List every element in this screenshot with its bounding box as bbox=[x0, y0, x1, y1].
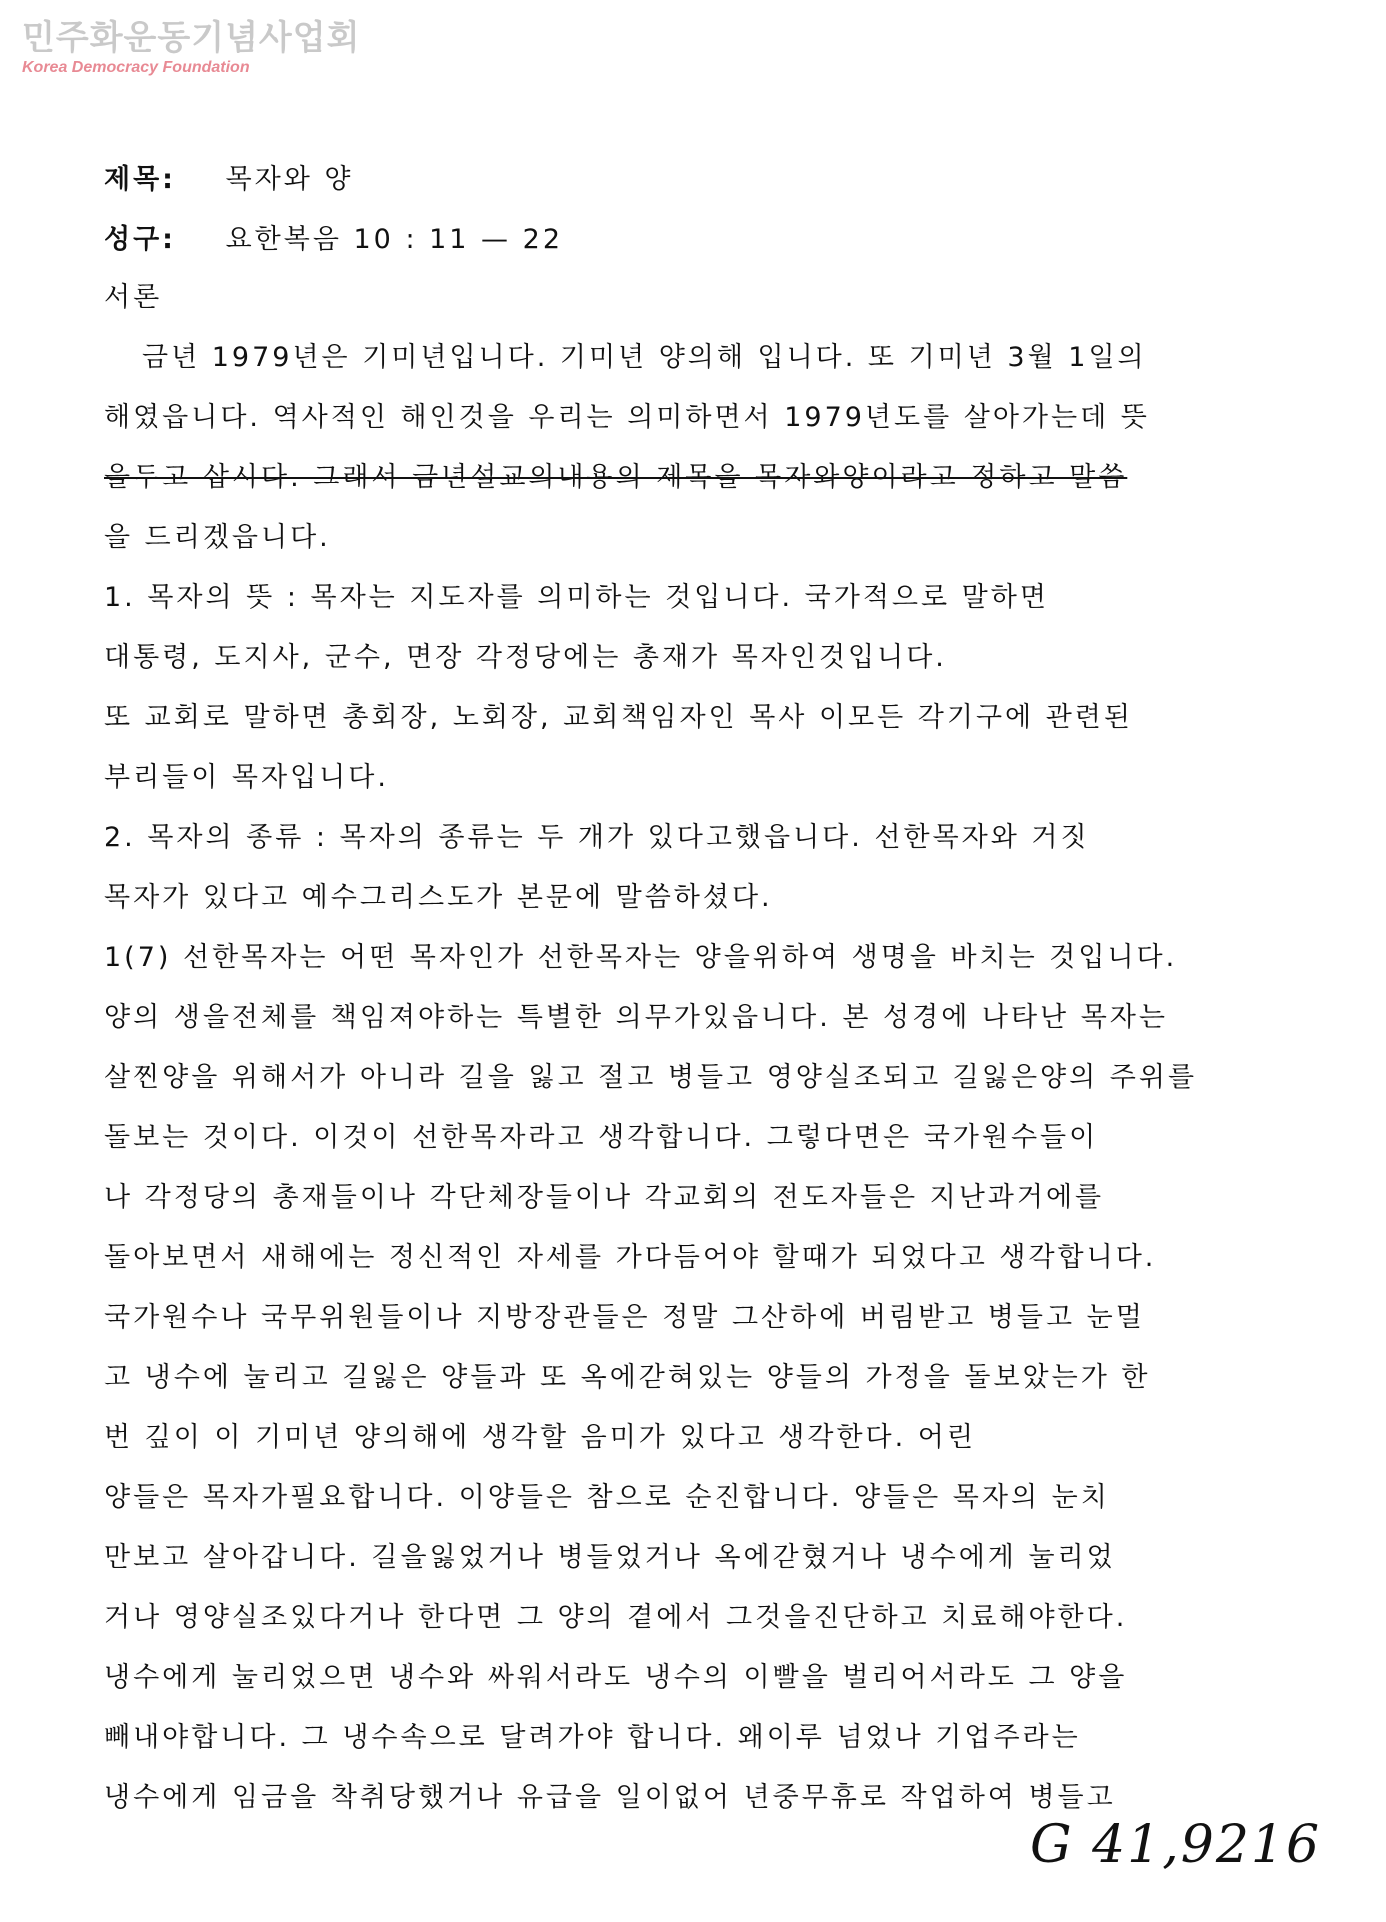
body-line: 1(7) 선한목자는 어떤 목자인가 선한목자는 양을위하여 생명을 바치는 것입니다. bbox=[104, 942, 1178, 973]
body-line: 살찐양을 위해서가 아니라 길을 잃고 절고 병들고 영양실조되고 길잃은양의 주위를 bbox=[104, 1062, 1198, 1093]
body-line: 만보고 살아갑니다. 길을잃었거나 병들었거나 옥에갇혔거나 냉수에게 눌리었 bbox=[104, 1542, 1116, 1573]
body-line: 양의 생을전체를 책임져야하는 특별한 의무가있읍니다. 본 성경에 나타난 목자는 bbox=[104, 1002, 1168, 1033]
body-line: 부리들이 목자입니다. bbox=[104, 762, 389, 793]
watermark-korean: 민주화운동기념사업회 bbox=[22, 18, 361, 58]
handwritten-archive-number: G 41,9216 bbox=[1030, 1815, 1322, 1875]
body-line: 2. 목자의 종류 : 목자의 종류는 두 개가 있다고했읍니다. 선한목자와 거짓 bbox=[104, 822, 1090, 853]
watermark-logo bbox=[22, 18, 361, 78]
body-line: 냉수에게 눌리었으면 냉수와 싸워서라도 냉수의 이빨을 벌리어서라도 그 양을 bbox=[104, 1662, 1128, 1693]
body-line: 을 드리겠읍니다. bbox=[104, 522, 331, 553]
body-line: 나 각정당의 총재들이나 각단체장들이나 각교회의 전도자들은 지난과거에를 bbox=[104, 1182, 1105, 1213]
title-value: 목자와 양 bbox=[225, 164, 354, 195]
body-line: 금년 1979년은 기미년입니다. 기미년 양의해 입니다. 또 기미년 3월 1일의 bbox=[142, 342, 1147, 373]
intro-heading: 서론 bbox=[104, 282, 163, 313]
body-line: 해였읍니다. 역사적인 해인것을 우리는 의미하면서 1979년도를 살아가는데 뜻 bbox=[104, 402, 1150, 433]
body-line: 양들은 목자가필요합니다. 이양들은 참으로 순진합니다. 양들은 목자의 눈치 bbox=[104, 1482, 1110, 1513]
body-line: 1. 목자의 뜻 : 목자는 지도자를 의미하는 것입니다. 국가적으로 말하면 bbox=[104, 582, 1049, 613]
body-line: 또 교회로 말하면 총회장, 노회장, 교회책임자인 목사 이모든 각기구에 관련된 bbox=[104, 702, 1133, 733]
body-line: 목자가 있다고 예수그리스도가 본문에 말씀하셨다. bbox=[104, 882, 773, 913]
body-line: 빼내야합니다. 그 냉수속으로 달려가야 합니다. 왜이루 넘었나 기업주라는 bbox=[104, 1722, 1081, 1753]
body-line: 거나 영양실조있다거나 한다면 그 양의 곁에서 그것을진단하고 치료해야한다. bbox=[104, 1602, 1128, 1633]
body-line: 대통령, 도지사, 군수, 면장 각정당에는 총재가 목자인것입니다. bbox=[104, 642, 947, 673]
watermark-english: Korea Democracy Foundation bbox=[22, 59, 250, 76]
body-line: 돌아보면서 새해에는 정신적인 자세를 가다듬어야 할때가 되었다고 생각합니다. bbox=[104, 1242, 1157, 1273]
scripture-line bbox=[104, 220, 563, 260]
title-label: 제목: bbox=[104, 164, 176, 195]
body-line: 고 냉수에 눌리고 길잃은 양들과 또 옥에갇혀있는 양들의 가정을 돌보았는가 한 bbox=[104, 1362, 1151, 1393]
body-line: 번 깊이 이 기미년 양의해에 생각할 음미가 있다고 생각한다. 어린 bbox=[104, 1422, 976, 1453]
body-line: 돌보는 것이다. 이것이 선한목자라고 생각합니다. 그렇다면은 국가원수들이 bbox=[104, 1122, 1099, 1153]
title-line bbox=[104, 160, 354, 200]
scripture-value: 요한복음 10 : 11 — 22 bbox=[225, 224, 564, 255]
scripture-label: 성구: bbox=[104, 224, 176, 255]
body-line: 냉수에게 임금을 착취당했거나 유급을 일이없어 년중무휴로 작업하여 병들고 bbox=[104, 1782, 1116, 1813]
body-line: 국가원수나 국무위원들이나 지방장관들은 정말 그산하에 버림받고 병들고 눈멀 bbox=[104, 1302, 1145, 1333]
body-line: 을두고 삽시다. 그래서 금년설교의내용의 제목을 목자와양이라고 정하고 말씀 bbox=[104, 462, 1128, 493]
